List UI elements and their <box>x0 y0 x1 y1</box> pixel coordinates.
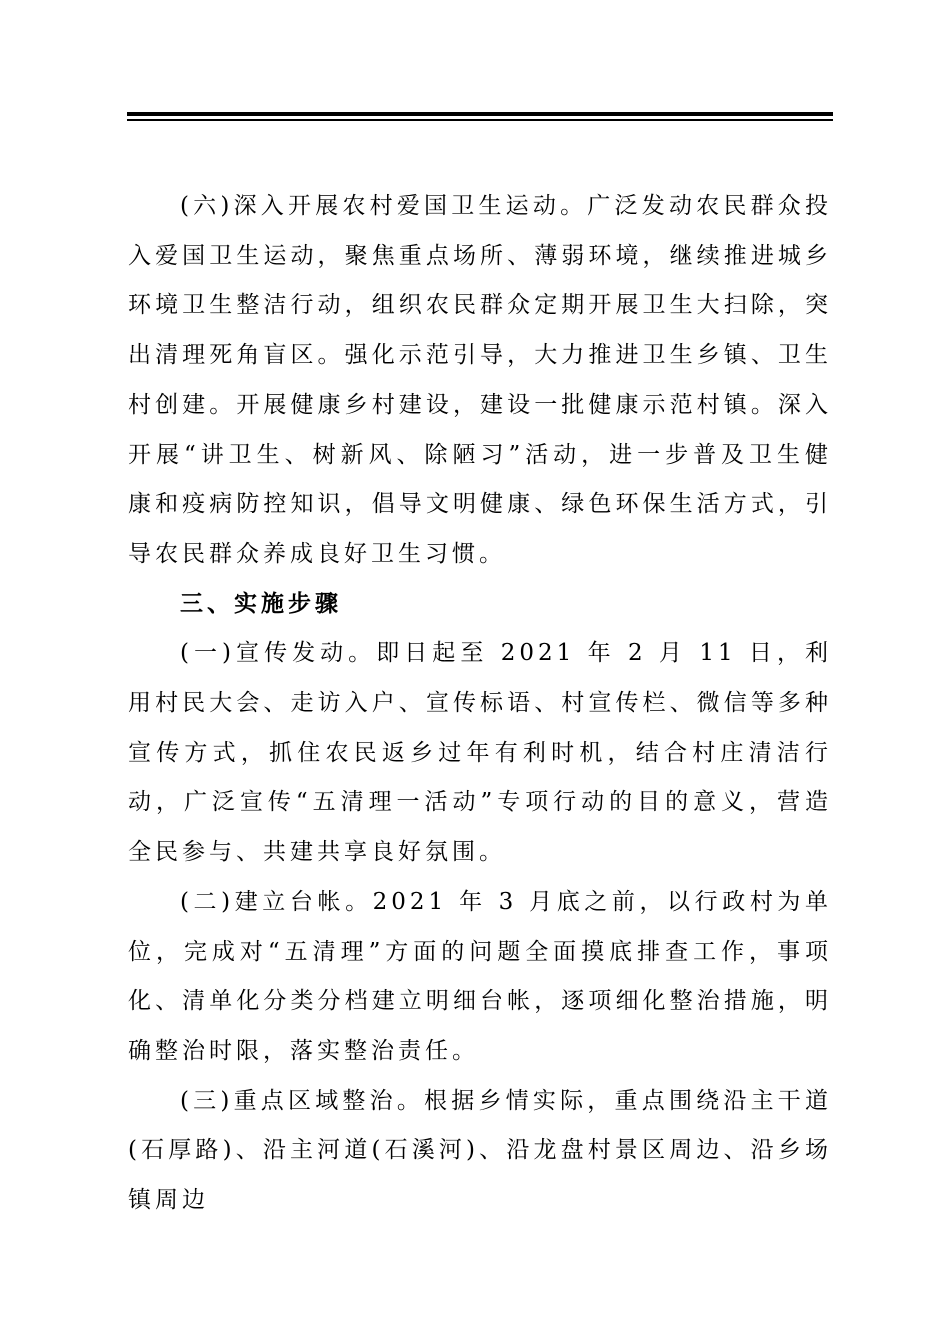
document-body <box>128 182 832 1226</box>
header-rule-thin-line <box>127 119 833 121</box>
paragraph-item-6: (六)深入开展农村爱国卫生运动。广泛发动农民群众投入爱国卫生运动，聚焦重点场所、薄弱环境，继续推进城乡环境卫生整洁行动，组织农民群众定期开展卫生大扫除，突出清理死角盲区。强化示范引导，大力推进卫生乡镇、卫生村创建。开展健康乡村建设，建设一批健康示范村镇。深入开展“讲卫生、树新风、除陋习”活动，进一步普及卫生健康和疫病防控知识，倡导文明健康、绿色环保生活方式，引导农民群众养成良好卫生习惯。 <box>128 193 832 567</box>
step-publicity-mobilization: (一)宣传发动。即日起至 2021 年 2 月 11 日，利用村民大会、走访入户、宣传标语、村宣传栏、微信等多种宣传方式，抓住农民返乡过年有利时机，结合村庄清洁行动，广泛宣传“五清理一活动”专项行动的目的意义，营造全民参与、共建共享良好氛围。 <box>128 640 832 866</box>
step-key-area-rectification: (三)重点区域整治。根据乡情实际，重点围绕沿主干道(石厚路)、沿主河道(石溪河)、沿龙盘村景区周边、沿乡场镇周边 <box>128 1087 832 1214</box>
section-heading-implementation-steps: 三、实施步骤 <box>180 590 342 617</box>
header-rule-thick-line <box>127 112 833 116</box>
step-establish-ledger: (二)建立台帐。2021 年 3 月底之前，以行政村为单位，完成对“五清理”方面的问题全面摸底排查工作，事项化、清单化分类分档建立明细台帐，逐项细化整治措施，明确整治时限，落实整治责任。 <box>128 888 832 1064</box>
header-double-rule <box>127 112 833 121</box>
